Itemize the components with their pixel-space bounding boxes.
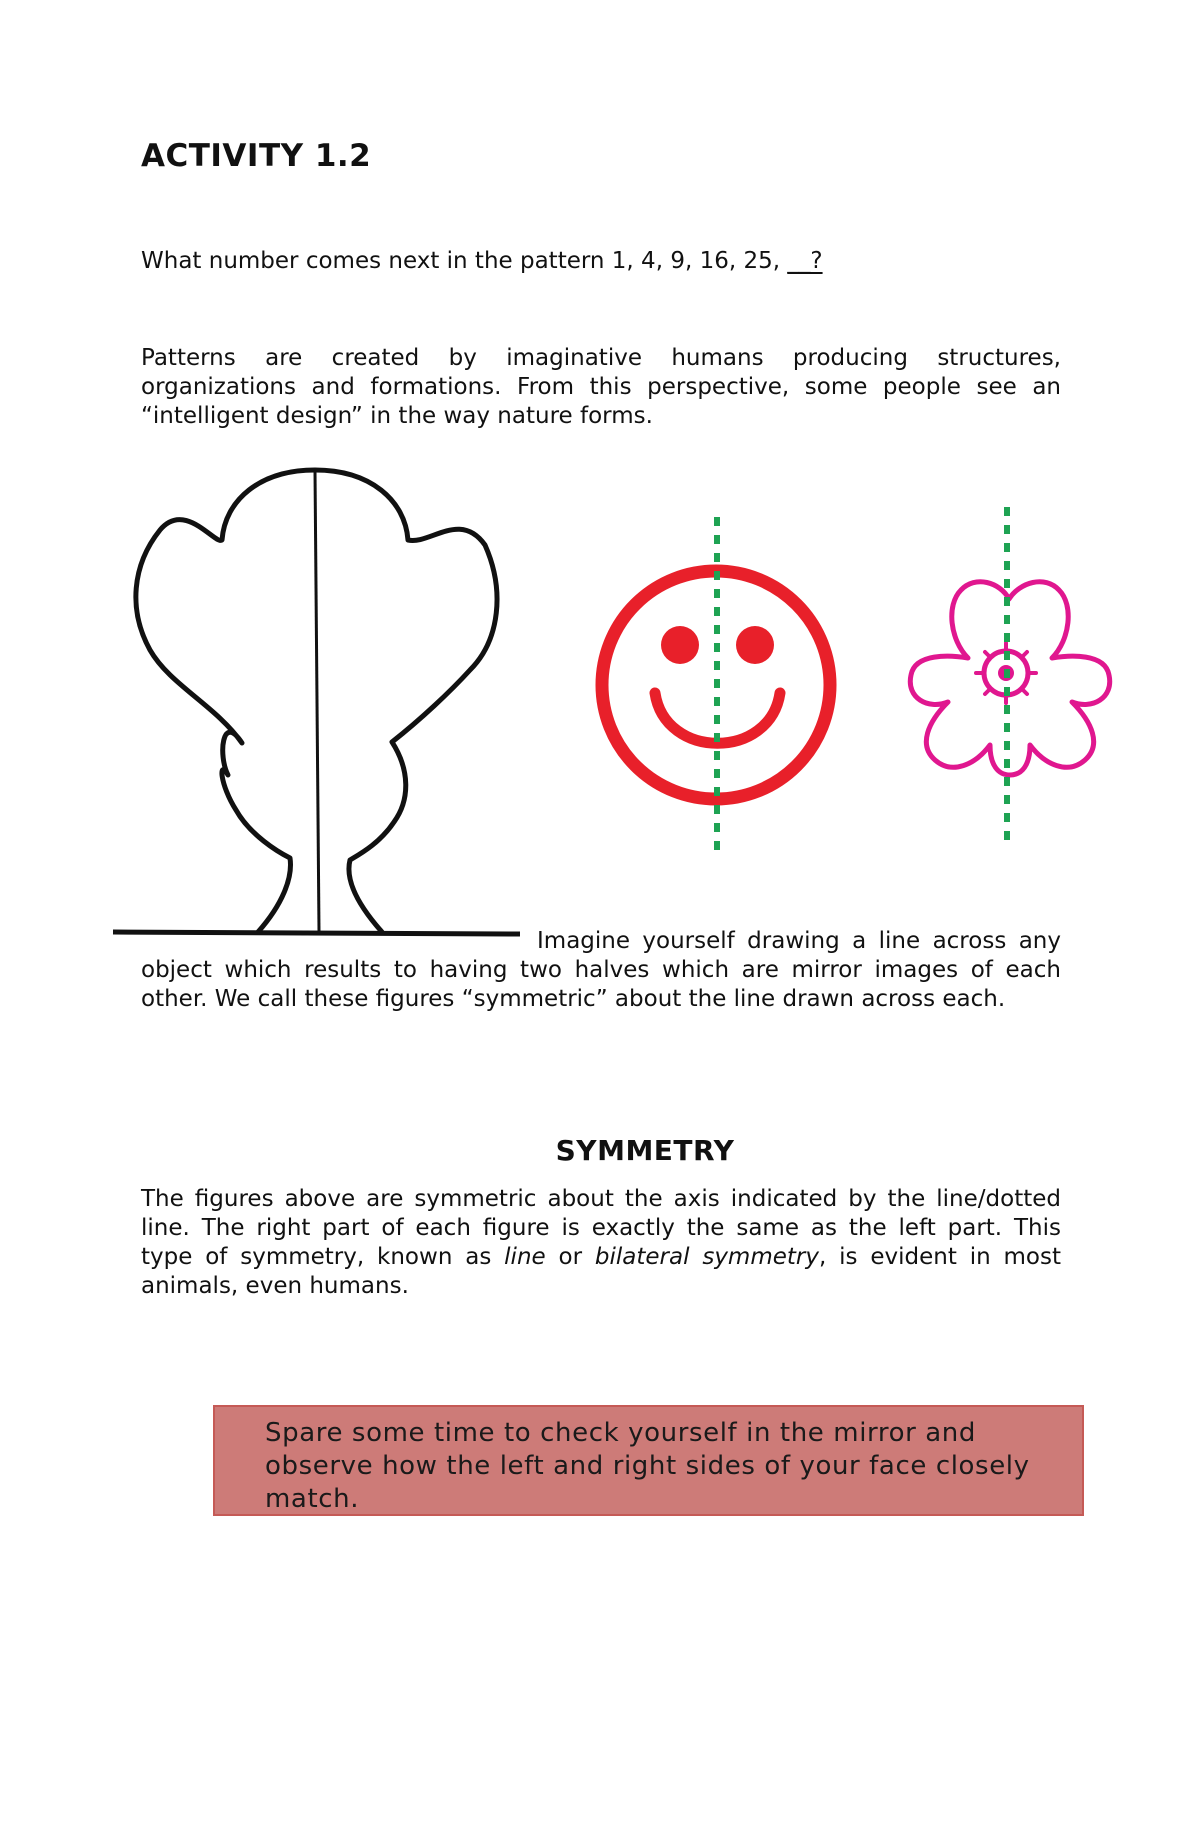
imagine-line-3: other. We call these figures “symmetric” about the line drawn across each. <box>141 986 1006 1012</box>
symmetry-line-3 <box>141 1243 1061 1272</box>
symmetry-line-3-start: type of symmetry, known as <box>141 1244 505 1270</box>
imagine-line-2: object which results to having two halves which are mirror images of each <box>141 957 1061 983</box>
mirror-tip-text: Spare some time to check yourself in the mirror and observe how the left and right sides of your face closely match. <box>265 1418 1030 1514</box>
intro-line-2: organizations and formations. From this perspective, some people see an <box>141 374 1061 400</box>
intro-line-3: “intelligent design” in the way nature forms. <box>141 403 653 429</box>
pattern-question-text: What number comes next in the pattern 1, 4, 9, 16, 25, <box>141 248 788 274</box>
symmetry-line-1: The figures above are symmetric about the axis indicated by the line/dotted <box>141 1186 1061 1212</box>
imagine-line-1: Imagine yourself drawing a line across any <box>537 928 1061 954</box>
term-bilateral-symmetry: bilateral symmetry <box>594 1244 819 1270</box>
symmetry-line-2: line. The right part of each figure is exactly the same as the left part. This <box>141 1215 1061 1241</box>
intro-line-1: Patterns are created by imaginative humans producing structures, <box>141 345 1061 371</box>
symmetry-line-4: animals, even humans. <box>141 1273 409 1299</box>
answer-blank: __? <box>787 248 823 274</box>
symmetry-line-3-end: , is evident in most <box>818 1244 1061 1270</box>
imagine-paragraph <box>141 927 1061 1014</box>
symmetry-heading: SYMMETRY <box>555 1134 735 1167</box>
symmetry-line-3-or: or <box>545 1244 595 1270</box>
mirror-tip-callout <box>213 1405 1084 1516</box>
term-line: line <box>504 1244 546 1270</box>
activity-heading: ACTIVITY 1.2 <box>141 138 372 174</box>
symmetry-paragraph <box>141 1185 1061 1301</box>
